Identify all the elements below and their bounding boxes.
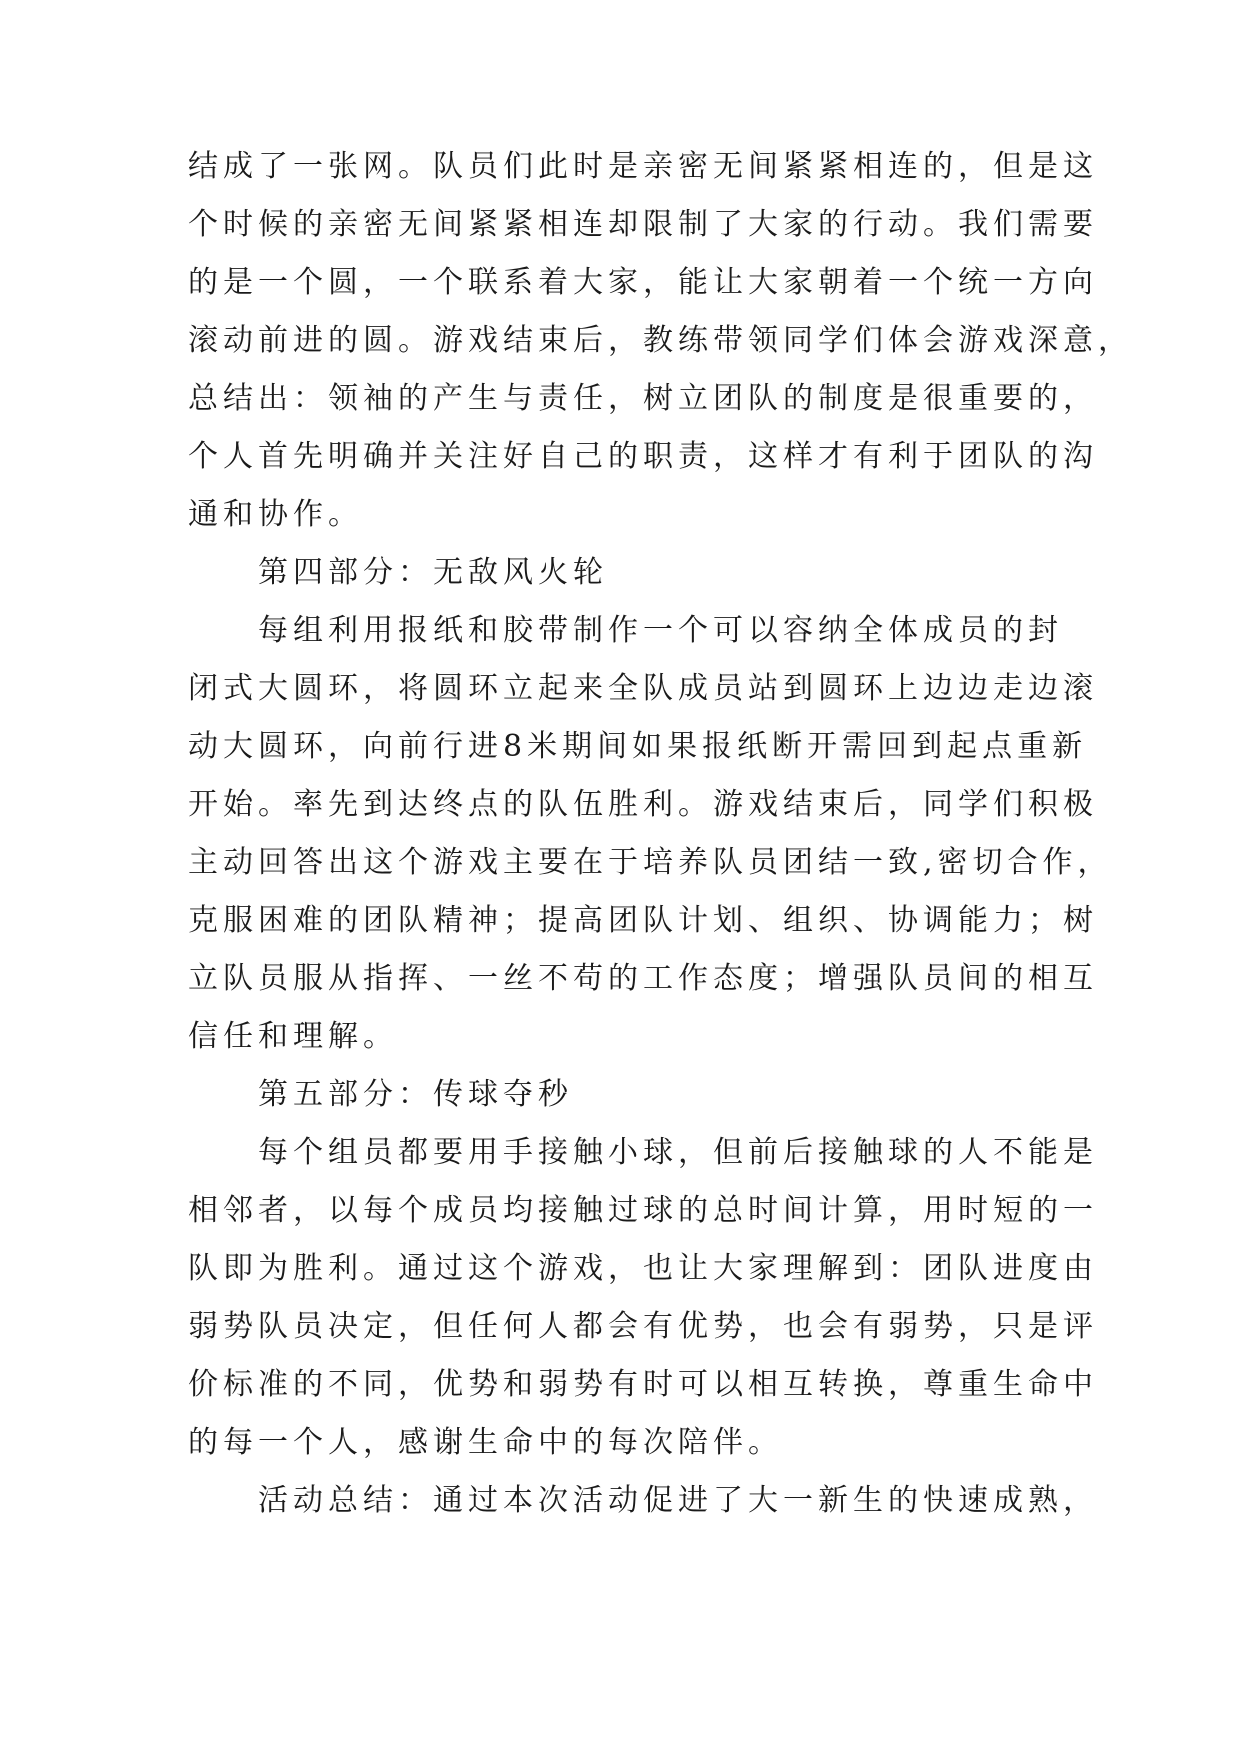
text-line: 信任和理解。 xyxy=(188,1019,398,1054)
text-line: 的每一个人，感谢生命中的每次陪伴。 xyxy=(188,1425,783,1460)
text-line: 闭式大圆环，将圆环立起来全队成员站到圆环上边边走边滚 xyxy=(188,671,1098,706)
text-line: 通和协作。 xyxy=(188,497,363,532)
text-line: 立队员服从指挥、一丝不苟的工作态度；增强队员间的相互 xyxy=(188,961,1098,996)
text-line: 弱势队员决定，但任何人都会有优势，也会有弱势，只是评 xyxy=(188,1309,1098,1344)
text-line: 主动回答出这个游戏主要在于培养队员团结一致,密切合作， xyxy=(188,845,1113,880)
text-line: 个人首先明确并关注好自己的职责，这样才有利于团队的沟 xyxy=(188,439,1098,474)
text-line: 每组利用报纸和胶带制作一个可以容纳全体成员的封 xyxy=(258,613,1063,648)
text-line: 活动总结：通过本次活动促进了大一新生的快速成熟， xyxy=(258,1483,1098,1518)
text-line: 个时候的亲密无间紧紧相连却限制了大家的行动。我们需要 xyxy=(188,207,1098,242)
text-line: 队即为胜利。通过这个游戏，也让大家理解到：团队进度由 xyxy=(188,1251,1098,1286)
text-line: 滚动前进的圆。游戏结束后，教练带领同学们体会游戏深意， xyxy=(188,323,1133,358)
text-line: 相邻者，以每个成员均接触过球的总时间计算，用时短的一 xyxy=(188,1193,1098,1228)
text-line: 每个组员都要用手接触小球，但前后接触球的人不能是 xyxy=(258,1135,1098,1170)
section-heading: 第四部分：无敌风火轮 xyxy=(258,555,608,590)
text-line: 的是一个圆，一个联系着大家，能让大家朝着一个统一方向 xyxy=(188,265,1098,300)
text-line: 开始。率先到达终点的队伍胜利。游戏结束后，同学们积极 xyxy=(188,787,1098,822)
text-line: 价标准的不同，优势和弱势有时可以相互转换，尊重生命中 xyxy=(188,1367,1098,1402)
section-heading: 第五部分：传球夺秒 xyxy=(258,1077,573,1112)
text-line: 结成了一张网。队员们此时是亲密无间紧紧相连的，但是这 xyxy=(188,149,1098,184)
text-line: 克服困难的团队精神；提高团队计划、组织、协调能力；树 xyxy=(188,903,1098,938)
text-line: 动大圆环，向前行进8米期间如果报纸断开需回到起点重新 xyxy=(188,729,1088,764)
text-line: 总结出：领袖的产生与责任，树立团队的制度是很重要的， xyxy=(188,381,1098,416)
